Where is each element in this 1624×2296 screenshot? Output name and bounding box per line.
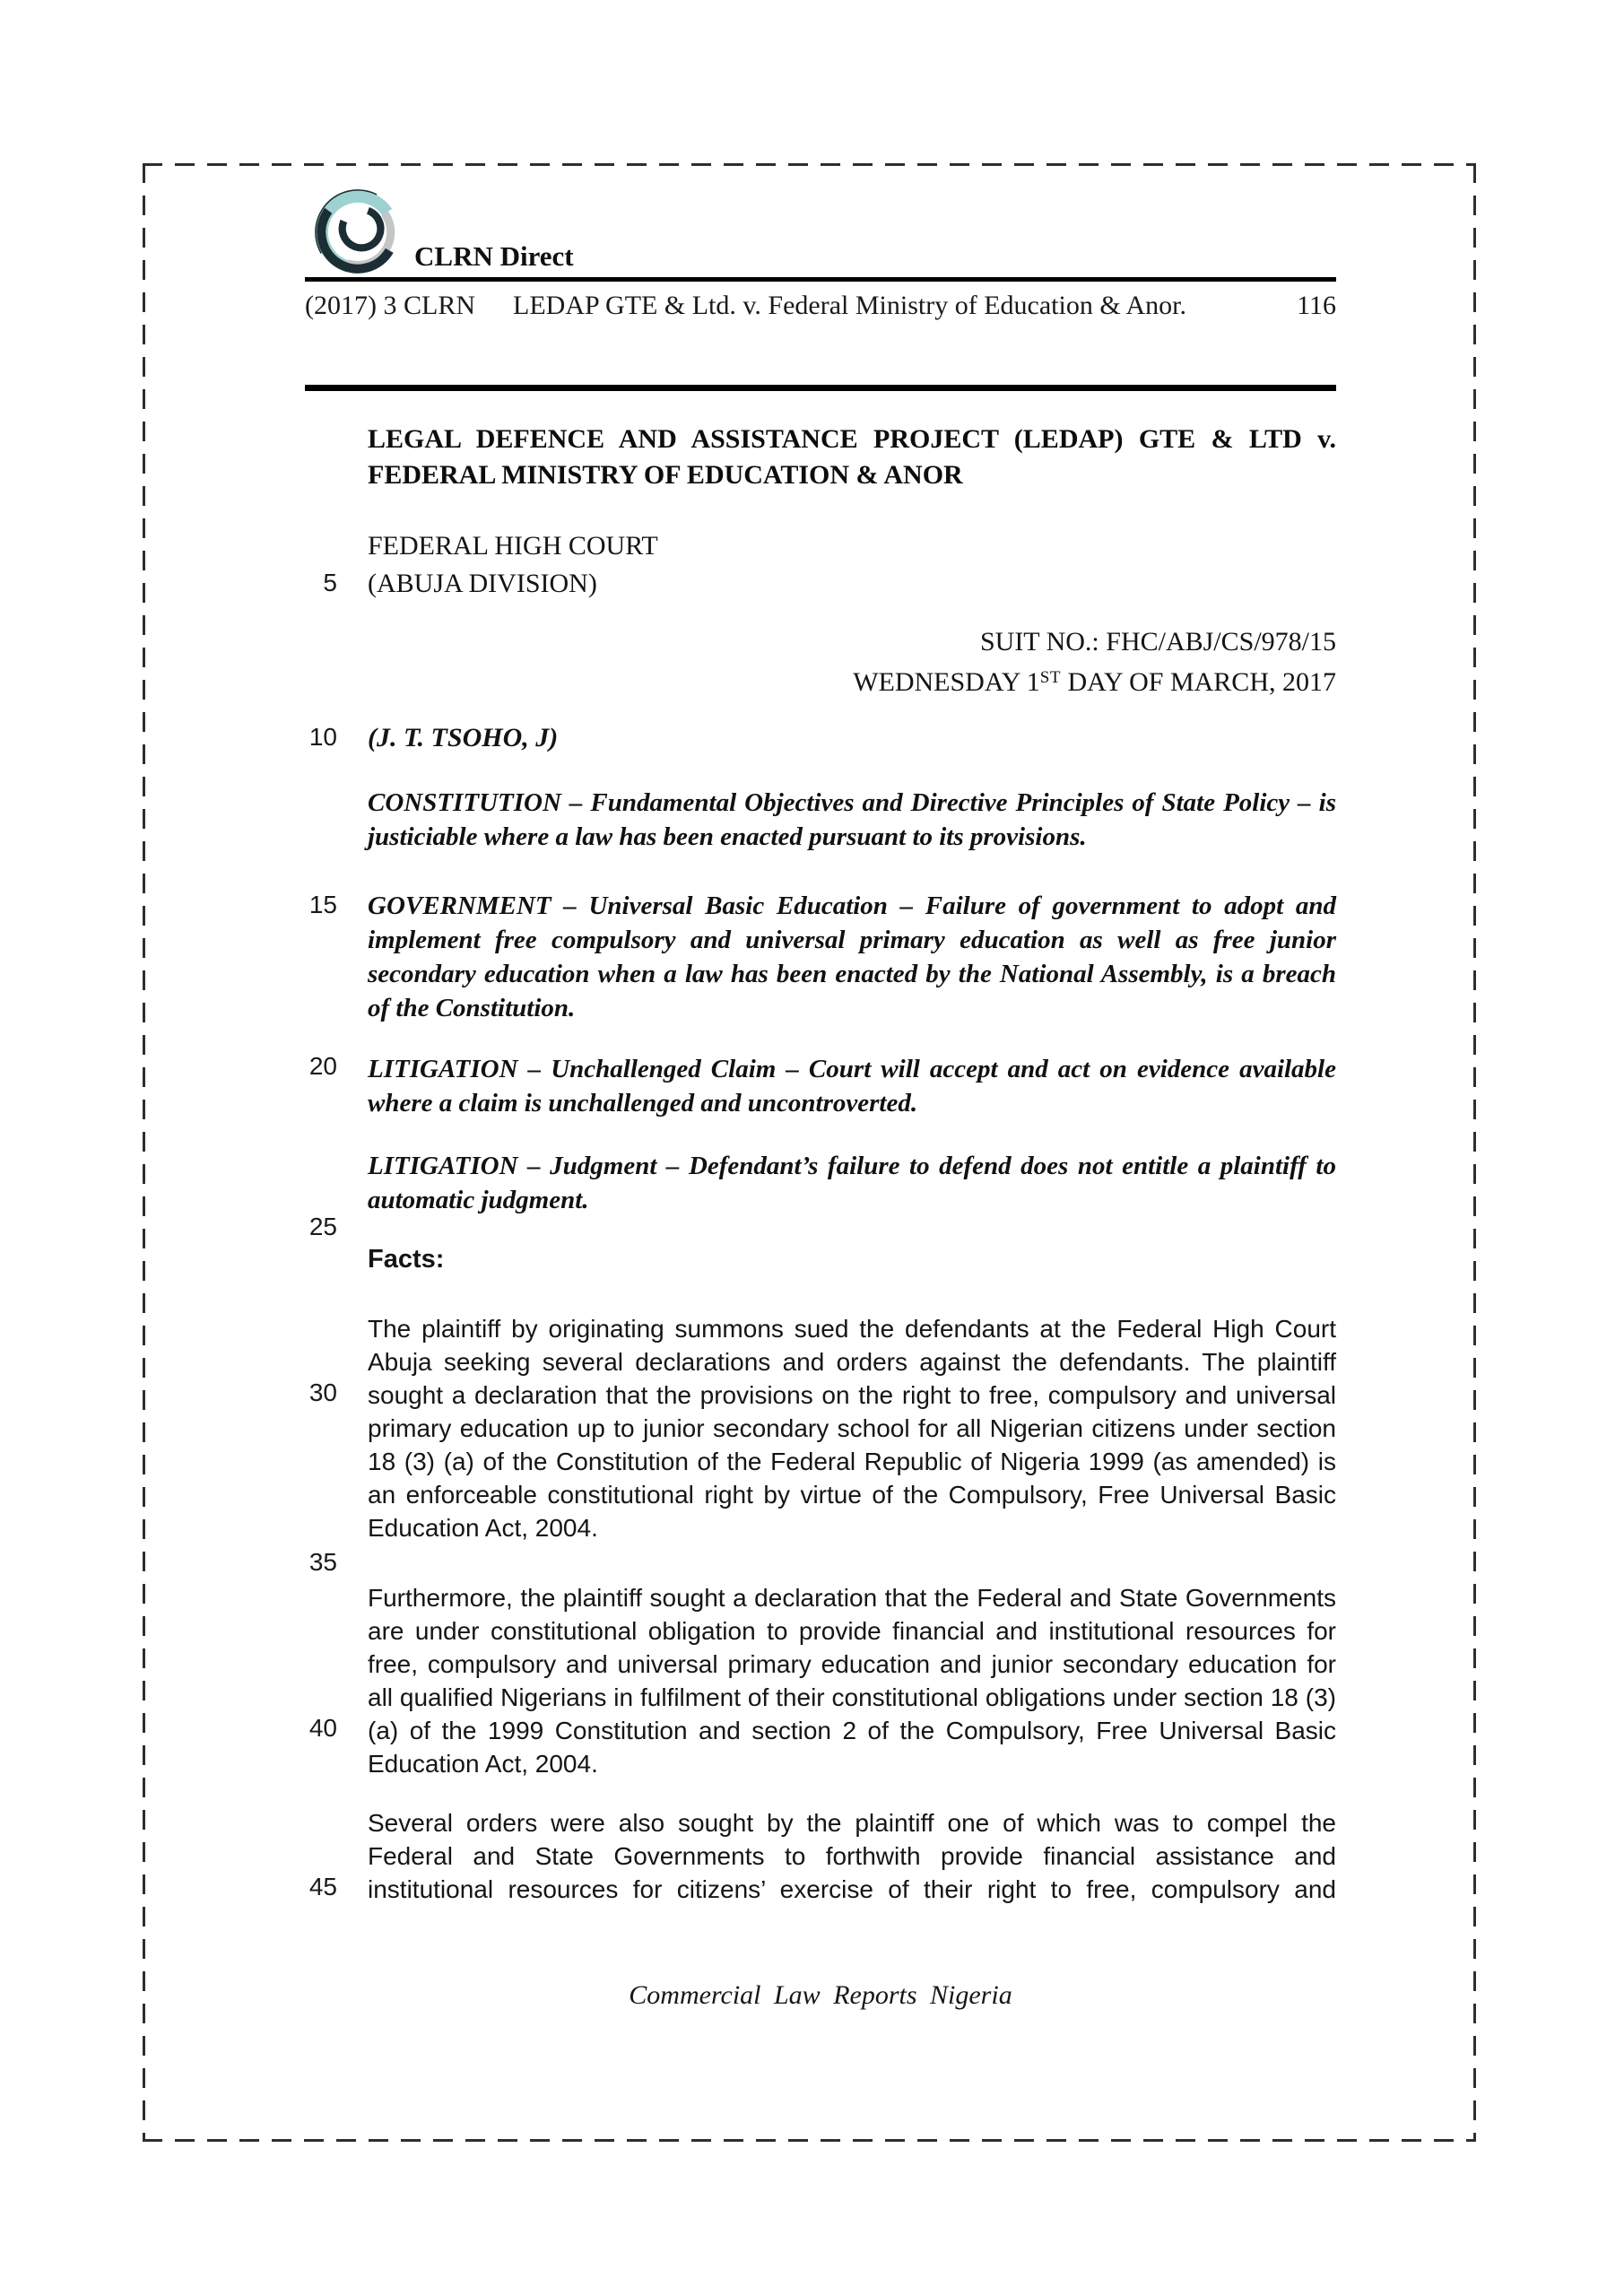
judge-name: (J. T. TSOHO, J): [368, 723, 559, 752]
line-number-45: 45: [308, 1873, 337, 1900]
page-border-top: [143, 163, 1476, 166]
line-number-40: 40: [308, 1714, 337, 1742]
facts-heading: Facts:: [368, 1245, 445, 1274]
case-title: [368, 422, 1336, 493]
footer-publication: Commercial Law Reports Nigeria: [629, 1980, 1012, 2010]
line-number-30: 30: [308, 1378, 337, 1406]
line-number-25: 25: [308, 1213, 337, 1240]
line-number-10: 10: [308, 723, 337, 751]
catchword-constitution: CONSTITUTION – Fundamental Objectives and Directive Principles of State Policy – is justiciable where a law has been enacted pursuant to its provisions.: [368, 788, 1336, 851]
date-ordinal: ST: [1039, 668, 1061, 687]
court-block: [368, 527, 1336, 603]
header-separator-rule: [305, 385, 1336, 391]
line-number-35: 35: [308, 1548, 337, 1576]
case-name-header: LEDAP GTE & Ltd. v. Federal Ministry of Education & Anor.: [513, 291, 1187, 320]
facts-paragraph-3: Several orders were also sought by the plaintiff one of which was to compel the Federal and State Governments to forthwith provide financial assistance and institutional resources for citizens’ exercise of their right to free, compulsory and: [368, 1809, 1336, 1903]
facts-paragraph-2: Furthermore, the plaintiff sought a declaration that the Federal and State Governments are under constitutional obligation to provide financial and institutional resources for free, compulsory and universal primary education and junior secondary education for all qualified Nigerians in fulfilment of their constitutional obligations under section 18 (3) (a) of the 1999 Constitution and section 2 of the Compulsory, Free Universal Basic Education Act, 2004.: [368, 1584, 1336, 1778]
page-border-right: [1473, 163, 1476, 2142]
clrn-swirl-logo-icon: [308, 182, 408, 283]
facts-paragraph-1: The plaintiff by originating summons sued the defendants at the Federal High Court Abuja seeking several declarations and orders against the defendants. The plaintiff sought a declaration that the provisions on the right to free, compulsory and universal primary education up to junior secondary school for all Nigerian citizens under section 18 (3) (a) of the Constitution of the Federal Republic of Nigeria 1999 (as amended) is an enforceable constitutional right by virtue of the Compulsory, Free Universal Basic Education Act, 2004.: [368, 1315, 1336, 1542]
masthead-rule: [305, 277, 1336, 282]
catchword-litigation-claim: LITIGATION – Unchallenged Claim – Court will accept and act on evidence available where a claim is unchallenged and uncontroverted.: [368, 1055, 1336, 1118]
date-suffix: DAY OF MARCH, 2017: [1060, 667, 1336, 697]
catchword-litigation-judgment: LITIGATION – Judgment – Defendant’s failure to defend does not entitle a plaintiff to automatic judgment.: [368, 1152, 1336, 1214]
case-title-line2: FEDERAL MINISTRY OF EDUCATION & ANOR: [368, 460, 963, 490]
page-border-left: [143, 163, 145, 2142]
line-number-5: 5: [323, 569, 337, 596]
citation: (2017) 3 CLRN: [305, 291, 475, 320]
running-header: [305, 291, 1336, 321]
court-name: FEDERAL HIGH COURT: [368, 531, 658, 561]
court-division: (ABUJA DIVISION): [368, 569, 597, 598]
case-title-line1: LEGAL DEFENCE AND ASSISTANCE PROJECT (LEDAP) GTE & LTD v.: [368, 424, 1336, 454]
page-number: 116: [1297, 291, 1336, 320]
brand-title: CLRN Direct: [414, 240, 574, 272]
hearing-date: [305, 660, 1336, 700]
page-border-bottom: [143, 2139, 1476, 2142]
suit-block: [305, 624, 1336, 700]
line-number-15: 15: [308, 891, 337, 918]
date-prefix: WEDNESDAY 1: [853, 667, 1040, 697]
suit-number: SUIT NO.: FHC/ABJ/CS/978/15: [979, 627, 1336, 657]
line-number-20: 20: [308, 1052, 337, 1080]
catchword-government: GOVERNMENT – Universal Basic Education – Failure of government to adopt and implement free compulsory and universal primary education as well as free junior secondary education when a law has been enacted by the National Assembly, is a breach of the Constitution.: [368, 891, 1336, 1022]
